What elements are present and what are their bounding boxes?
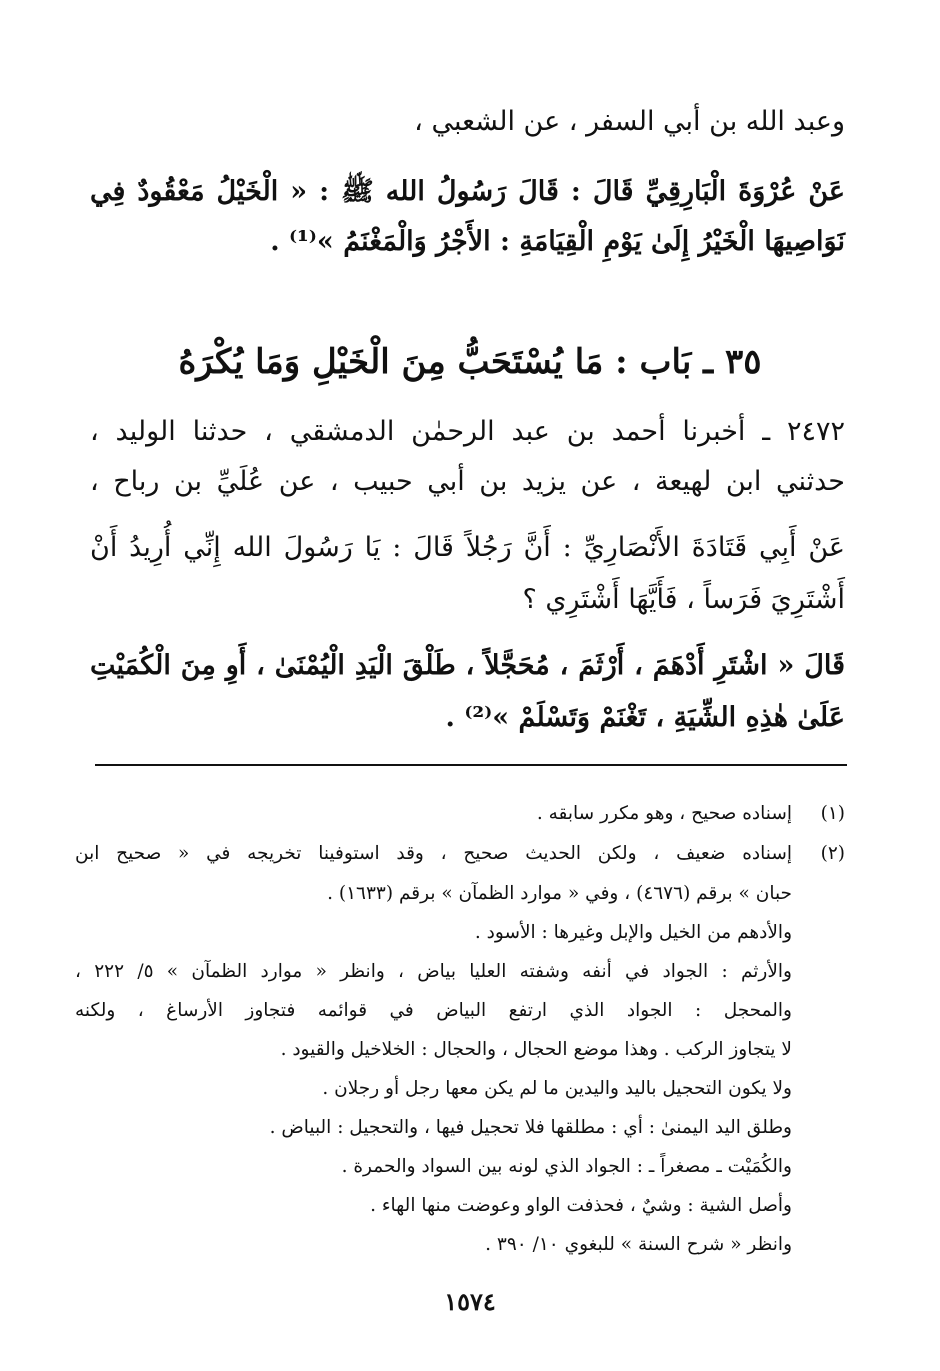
chapter-heading: ٣٥ ـ بَاب : مَا يُسْتَحَبُّ مِنَ الْخَيْلِ وَمَا يُكْرَهُ [178, 342, 762, 382]
hadith-matn-line-2: أَشْتَرِيَ فَرَساً ، فَأَيَّهَا أَشْتَرِي ؟ [522, 584, 845, 615]
footnote-separator [95, 764, 847, 766]
hadith-isnad-line-2: حدثني ابن لهيعة ، عن يزيد بن أبي حبيب ، عن عُلَيِّ بن رباح ، [90, 466, 845, 497]
hadith-matn-line-4: عَلَىٰ هٰذِهِ الشِّيَةِ ، تَغْنَمْ وَتَسْلَمْ »⁽²⁾ . [445, 702, 845, 733]
footnote-continuation-line: والكُمَيْت ـ مصغراً ـ : الجواد الذي لونه بين السواد والحمرة . [341, 1156, 792, 1177]
footnote-marker-1: (١) [820, 803, 845, 824]
hadith-matn-line-1: عَنْ أَبِي قَتَادَةَ الأَنْصَارِيِّ : أَنَّ رَجُلاً قَالَ : يَا رَسُولَ الله إِنِّي أُرِيدُ أَنْ [90, 532, 845, 563]
footnote-text-1: إسناده صحيح ، وهو مكرر سابقه . [536, 803, 792, 824]
footnote-continuation-line: والأرثم : الجواد في أنفه وشفته العليا بياض ، وانظر « موارد الظمآن » ٥/ ٢٢٢ ، [75, 961, 792, 982]
footnote-continuation-line: وانظر « شرح السنة » للبغوي ١٠/ ٣٩٠ . [485, 1234, 792, 1255]
hadith-matn-line-3: قَالَ « اشْتَرِ أَدْهَمَ ، أَرْثَمَ ، مُحَجَّلاً ، طَلْقَ الْيَدِ الْيُمْنَىٰ ، أَوِ مِنَ الْكُمَيْتِ [90, 650, 845, 681]
footnote-continuation-line: والمحجل : الجواد الذي ارتفع البياض في قوائمه فتجاوز الأرساغ ، ولكنه [75, 1000, 792, 1021]
footnote-continuation-line: وأصل الشية : وشيٌ ، فحذفت الواو وعوضت منها الهاء . [370, 1195, 792, 1216]
footnote-text-2: إسناده ضعيف ، ولكن الحديث صحيح ، وقد استوفينا تخريجه في « صحيح ابن [75, 843, 792, 864]
footnote-continuation-line: حبان » برقم (٤٦٧٦) ، وفي « موارد الظمآن » برقم (١٦٣٣) . [327, 883, 792, 904]
footnote-continuation-line: وطلق اليد اليمنىٰ : أي : مطلقها فلا تحجيل فيها ، والتحجيل : البياض . [269, 1117, 792, 1138]
footnote-marker-2: (٢) [820, 843, 845, 864]
page-number: ١٥٧٤ [444, 1287, 496, 1316]
text-line-1: وعبد الله بن أبي السفر ، عن الشعبي ، [414, 106, 845, 137]
hadith-text-line-1: عَنْ عُرْوَةَ الْبَارِقِيِّ قَالَ : قَالَ رَسُولُ الله ﷺ : « الْخَيْلُ مَعْقُودٌ فِي [90, 176, 845, 207]
footnote-continuation-line: ولا يكون التحجيل باليد واليدين ما لم يكن معها رجل أو رجلان . [322, 1078, 792, 1099]
footnote-continuation-line: لا يتجاوز الركب . وهذا موضع الحجال ، والحجال : الخلاخيل والقيود . [280, 1039, 792, 1060]
footnote-continuation-line: والأدهم من الخيل والإبل وغيرها : الأسود . [474, 922, 792, 943]
hadith-isnad-line-1: ٢٤٧٢ ـ أخبرنا أحمد بن عبد الرحمٰن الدمشقي ، حدثنا الوليد ، [90, 416, 845, 447]
hadith-text-line-2: نَوَاصِيهَا الْخَيْرُ إِلَىٰ يَوْمِ الْقِيَامَةِ : الأَجْرُ وَالْمَغْنَمُ »⁽¹⁾ . [270, 226, 845, 257]
